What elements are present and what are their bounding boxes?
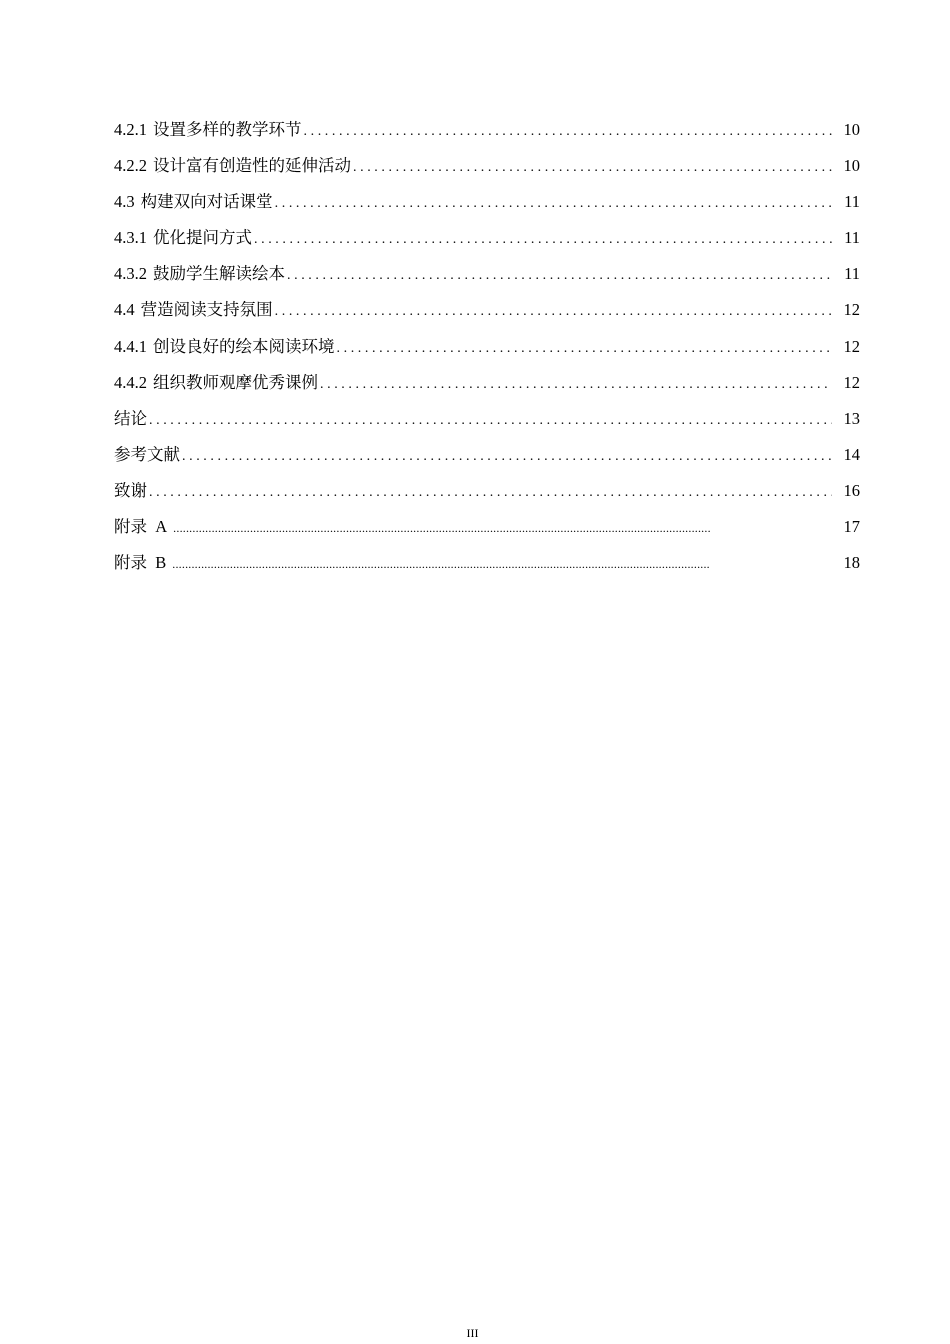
toc-section-title: 结论 bbox=[114, 408, 147, 428]
toc-entry-4-3-2[interactable] bbox=[114, 262, 860, 298]
toc-section-title: 构建双向对话课堂 bbox=[140, 192, 273, 212]
toc-entry-4-3-1[interactable] bbox=[114, 226, 860, 262]
toc-entry-references[interactable] bbox=[114, 443, 860, 479]
toc-entry-label bbox=[114, 154, 351, 178]
toc-entry-4-3[interactable] bbox=[114, 190, 860, 226]
dot-leader bbox=[149, 481, 832, 505]
dot-leader bbox=[182, 445, 832, 469]
toc-entry-label bbox=[114, 118, 302, 142]
toc-section-number: 4.3.1 bbox=[114, 228, 147, 248]
dot-leader bbox=[304, 120, 833, 144]
dot-leader bbox=[275, 192, 832, 216]
toc-section-number: 4.2.1 bbox=[114, 120, 147, 139]
dot-leader bbox=[287, 264, 832, 288]
toc-page-number: 11 bbox=[844, 228, 860, 248]
toc-entry-4-4-1[interactable] bbox=[114, 335, 860, 371]
toc-entry-appendix-a[interactable] bbox=[114, 515, 860, 551]
toc-entry-label bbox=[114, 371, 318, 395]
toc-section-title: 营造阅读支持氛围 bbox=[140, 300, 273, 320]
toc-entry-4-4-2[interactable] bbox=[114, 371, 860, 407]
toc-page-number: 10 bbox=[843, 120, 860, 139]
dot-leader bbox=[149, 409, 832, 433]
toc-page-number: 14 bbox=[843, 444, 860, 464]
toc-section-title: 创设良好的绘本阅读环境 bbox=[153, 336, 335, 356]
toc-entry-4-2-2[interactable] bbox=[114, 154, 860, 190]
toc-entry-4-4[interactable] bbox=[114, 298, 860, 334]
toc-section-title: 附录 A bbox=[114, 517, 168, 537]
dot-leader bbox=[254, 228, 832, 252]
toc-section-title: 致谢 bbox=[114, 480, 147, 500]
toc-page-number: 11 bbox=[844, 264, 860, 284]
toc-page-number: 16 bbox=[843, 480, 860, 500]
toc-section-title: 组织教师观摩优秀课例 bbox=[153, 372, 318, 392]
toc-page-number: 17 bbox=[843, 517, 860, 537]
toc-section-title: 鼓励学生解读绘本 bbox=[153, 264, 285, 284]
dot-leader bbox=[172, 552, 838, 576]
toc-section-title: 优化提问方式 bbox=[153, 228, 252, 248]
toc-entry-label bbox=[114, 335, 335, 359]
toc-page-number: 12 bbox=[843, 336, 860, 356]
dot-leader bbox=[173, 516, 838, 540]
dot-leader bbox=[275, 300, 832, 324]
toc-section-number: 4.4.2 bbox=[114, 372, 147, 392]
dot-leader bbox=[337, 337, 833, 361]
toc-section-number: 4.3.2 bbox=[114, 264, 147, 284]
toc-section-number: 4.3 bbox=[114, 192, 135, 212]
toc-section-title: 参考文献 bbox=[114, 444, 180, 464]
toc-entry-conclusion[interactable] bbox=[114, 407, 860, 443]
toc-page-number: 13 bbox=[843, 408, 860, 428]
toc-page-number: 10 bbox=[843, 156, 860, 176]
toc-entry-appendix-b[interactable] bbox=[114, 551, 860, 591]
toc-entry-label bbox=[114, 190, 273, 214]
toc-page-number: 18 bbox=[843, 553, 860, 573]
toc-entry-acknowledgements[interactable] bbox=[114, 479, 860, 515]
toc-entry-label bbox=[114, 298, 273, 322]
toc-entry-4-2-1[interactable] bbox=[114, 118, 860, 154]
toc-entry-label bbox=[114, 262, 285, 286]
toc-entry-label bbox=[114, 226, 252, 250]
toc-section-title: 附录 B bbox=[114, 553, 167, 573]
dot-leader bbox=[353, 156, 832, 180]
toc-section-number: 4.4 bbox=[114, 300, 135, 320]
toc-section-number: 4.4.1 bbox=[114, 336, 147, 356]
toc-section-title: 设置多样的教学环节 bbox=[153, 120, 302, 139]
toc-page-number: 11 bbox=[844, 192, 860, 212]
toc-section-number: 4.2.2 bbox=[114, 156, 147, 176]
table-of-contents bbox=[114, 118, 860, 591]
dot-leader bbox=[320, 373, 832, 397]
toc-page-number: 12 bbox=[843, 372, 860, 392]
page-footer-number: III bbox=[466, 1326, 479, 1340]
toc-section-title: 设计富有创造性的延伸活动 bbox=[153, 156, 351, 176]
toc-page-number: 12 bbox=[843, 300, 860, 320]
